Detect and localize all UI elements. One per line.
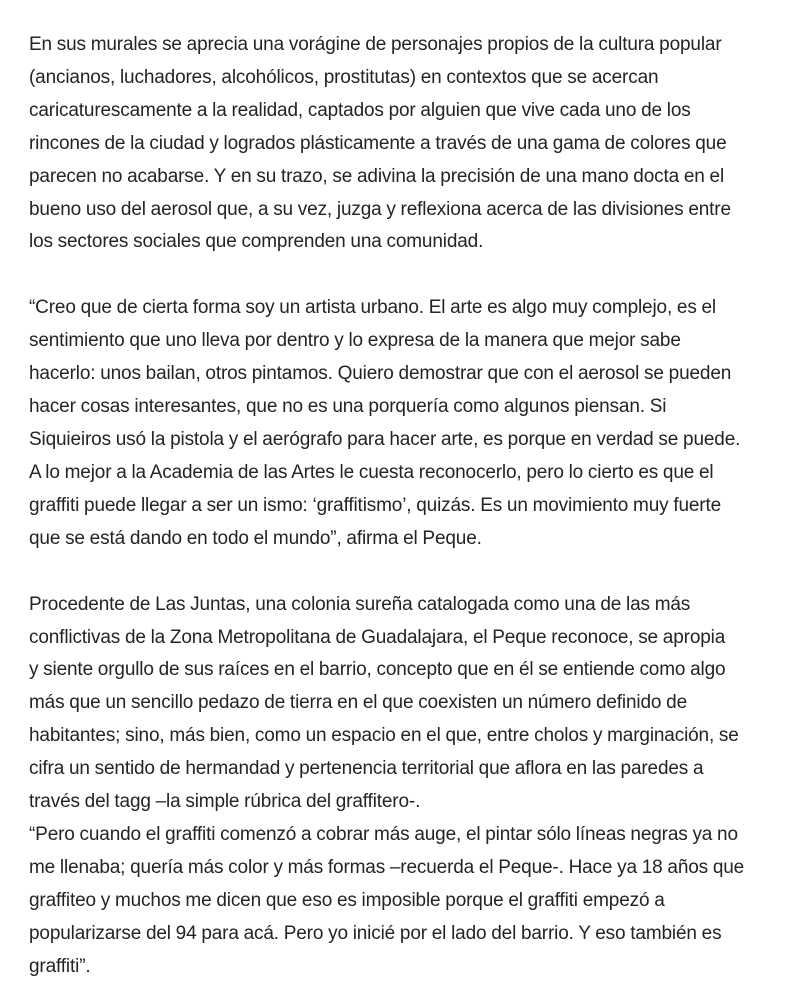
text-line: habitantes; sino, más bien, como un espacio en el que, entre cholos y marginación, se — [29, 725, 739, 747]
text-line: más que un sencillo pedazo de tierra en el que coexisten un número definido de — [29, 692, 687, 714]
text-line: Siquieiros usó la pistola y el aerógrafo para hacer arte, es porque en verdad se puede. — [29, 428, 741, 450]
text-line: popularizarse del 94 para acá. Pero yo inicié por el lado del barrio. Y eso también es — [29, 922, 722, 944]
text-line: “Creo que de cierta forma soy un artista urbano. El arte es algo muy complejo, es el — [29, 297, 717, 319]
text-line: bueno uso del aerosol que, a su vez, juzga y reflexiona acerca de las divisiones entre — [29, 198, 731, 220]
text-line: “Pero cuando el graffiti comenzó a cobrar más auge, el pintar sólo líneas negras ya no — [29, 823, 738, 845]
text-line: (ancianos, luchadores, alcohólicos, prostitutas) en contextos que se acercan — [29, 66, 659, 88]
paragraph-spacer — [29, 259, 791, 292]
text-line: Procedente de Las Juntas, una colonia sureña catalogada como una de las más — [29, 593, 691, 615]
text-line: caricaturescamente a la realidad, captados por alguien que vive cada uno de los — [29, 99, 691, 121]
text-line: En sus murales se aprecia una vorágine de personajes propios de la cultura popular — [29, 34, 722, 55]
text-line: A lo mejor a la Academia de las Artes le cuesta reconocerlo, pero lo cierto es que el — [29, 461, 714, 483]
paragraph-las-juntas — [29, 589, 791, 819]
paragraph-spacer — [29, 556, 791, 589]
text-line: y siente orgullo de sus raíces en el barrio, concepto que en él se entiende como algo — [29, 659, 726, 681]
text-line: que se está dando en todo el mundo”, afirma el Peque. — [29, 527, 482, 549]
text-line: conflictivas de la Zona Metropolitana de Guadalajara, el Peque reconoce, se apropia — [29, 626, 726, 648]
paragraph-quote-artista-urbano — [29, 292, 791, 555]
text-line: los sectores sociales que comprenden una comunidad. — [29, 231, 484, 253]
text-line: graffiti”. — [29, 955, 91, 977]
text-line: hacerlo: unos bailan, otros pintamos. Quiero demostrar que con el aerosol se pueden — [29, 363, 732, 385]
text-line: parecen no acabarse. Y en su trazo, se adivina la precisión de una mano docta en el — [29, 165, 725, 187]
text-line: me llenaba; quería más color y más formas –recuerda el Peque-. Hace ya 18 años que — [29, 856, 745, 878]
paragraph-quote-graffiti — [29, 819, 791, 984]
text-line: graffiti puede llegar a ser un ismo: ‘graffitismo’, quizás. Es un movimiento muy fuerte — [29, 494, 722, 516]
text-line: cifra un sentido de hermandad y pertenencia territorial que aflora en las paredes a — [29, 758, 704, 780]
text-line: sentimiento que uno lleva por dentro y lo expresa de la manera que mejor sabe — [29, 330, 681, 352]
paragraph-murales — [29, 29, 791, 259]
text-line: graffiteo y muchos me dicen que eso es imposible porque el graffiti empezó a — [29, 889, 665, 911]
text-line: través del tagg –la simple rúbrica del graffitero-. — [29, 791, 421, 813]
text-line: hacer cosas interesantes, que no es una porquería como algunos piensan. Si — [29, 396, 667, 418]
text-line: rincones de la ciudad y logrados plásticamente a través de una gama de colores que — [29, 132, 727, 154]
